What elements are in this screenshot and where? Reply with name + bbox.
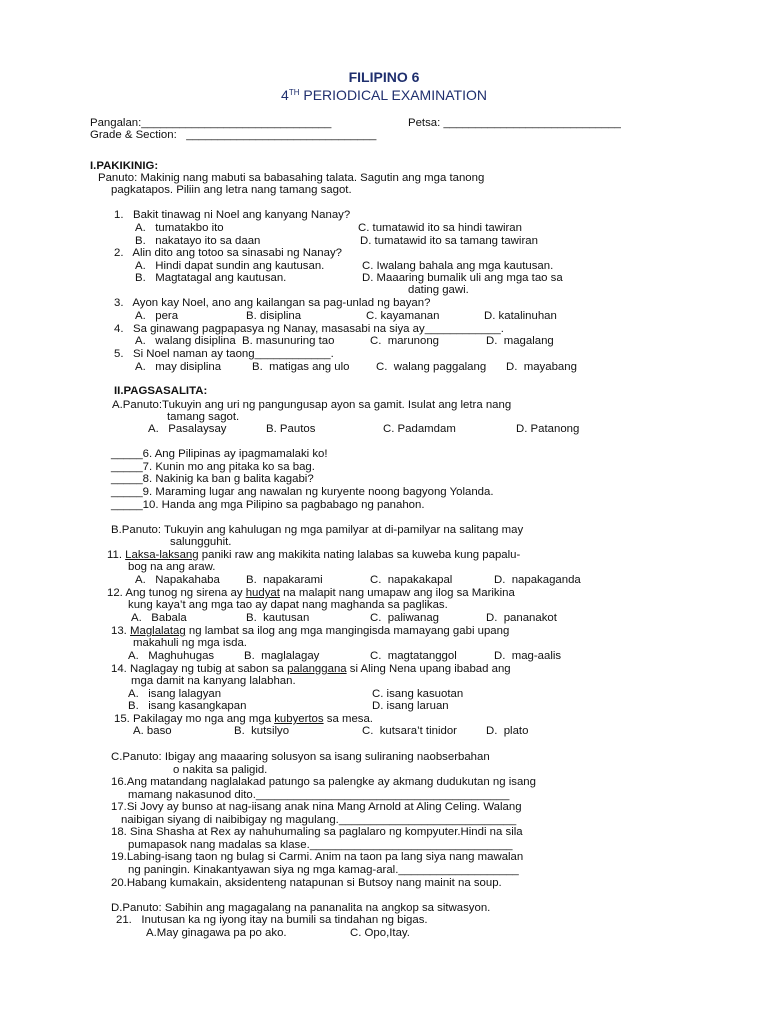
question-4-choice-c: C. marunong [370, 335, 440, 347]
question-15-choice-a: A. baso [133, 725, 172, 737]
question-11-choice-a: A. Napakahaba [135, 574, 220, 586]
question-11-choice-b: B. napakarami [246, 574, 323, 586]
question-2-choice-b: B. Magtatagal ang kautusan. [135, 272, 287, 284]
section-2-heading: II.PAGSASALITA: [114, 385, 208, 397]
question-4-choice-a-b: A. walang disiplina B. masunuring tao [135, 335, 335, 347]
question-13-choice-c: C. magtatanggol [370, 650, 457, 662]
section-1-instructions-line-2: pagkatapos. Piliin ang letra nang tamang sagot. [111, 184, 352, 196]
question-1: 1. Bakit tinawag ni Noel ang kanyang Nanay? [114, 209, 351, 221]
question-14-rest: si Aling Nena upang ibabad ang [346, 663, 511, 675]
question-15-choice-c: C. kutsara’t tinidor [362, 725, 457, 737]
question-1-choice-d: D. tumatawid ito sa tamang tawiran [360, 235, 538, 247]
question-12-underlined-word: hudyat [245, 587, 280, 599]
question-14-underlined-word: palanggana [287, 663, 347, 675]
question-5-choice-c: C. walang paggalang [376, 361, 487, 373]
part-c-instructions-line-1: C.Panuto: Ibigay ang maaaring solusyon sa isang suliraning naobserbahan [111, 751, 490, 763]
question-2-choice-c: C. Iwalang bahala ang mga kautusan. [362, 260, 554, 272]
question-14-choice-d: D. isang laruan [372, 700, 449, 712]
item-10: _____10. Handa ang mga Pilipino sa pagbabago ng panahon. [111, 499, 425, 511]
question-11-prefix: 11. [107, 549, 126, 561]
question-12-choice-d: D. pananakot [486, 612, 557, 624]
item-8: _____8. Nakinig ka ban g balita kagabi? [111, 473, 314, 485]
question-2-choice-d-continued: dating gawi. [408, 284, 469, 296]
question-15-underlined-word: kubyertos [274, 713, 324, 725]
part-b-instructions-line-1: B.Panuto: Tukuyin ang kahulugan ng mga pamilyar at di-pamilyar na salitang may [111, 524, 524, 536]
question-1-choice-b: B. nakatayo ito sa daan [135, 235, 261, 247]
question-1-choice-c: C. tumatawid ito sa hindi tawiran [358, 222, 522, 234]
part-a-choice-b: B. Pautos [266, 423, 316, 435]
question-15-choice-b: B. kutsilyo [234, 725, 290, 737]
question-19: 19.Labing-isang taon ng bulag si Carmi. Anim na taon pa lang siya nang mawalan [111, 851, 524, 863]
question-15-rest: sa mesa. [323, 713, 373, 725]
question-11-choice-c: C. napakakapal [370, 574, 453, 586]
exam-title-rest: PERIODICAL EXAMINATION [299, 87, 487, 103]
date-field-label: Petsa: ____________________________ [408, 117, 621, 129]
name-field-label: Pangalan:______________________________ [90, 117, 332, 129]
exam-ordinal-suffix: TH [288, 88, 300, 97]
part-c-instructions-line-2: o nakita sa paligid. [173, 764, 268, 776]
question-12-choice-a: A. Babala [131, 612, 187, 624]
question-14-choice-a: A. isang lalagyan [128, 688, 222, 700]
grade-section-field-label: Grade & Section: ______________________________ [90, 129, 377, 141]
question-2-choice-d: D. Maaaring bumalik uli ang mga tao sa [362, 272, 563, 284]
question-21: 21. Inutusan ka ng iyong itay na bumili sa tindahan ng bigas. [116, 914, 428, 926]
question-11-choice-d: D. napakaganda [494, 574, 581, 586]
question-14-continued: mga damit na kanyang lalabhan. [131, 675, 296, 687]
question-5-choice-b: B. matigas ang ulo [252, 361, 350, 373]
question-14-prefix: 14. Naglagay ng tubig at sabon sa [111, 663, 288, 675]
part-a-instructions-line-2: tamang sagot. [167, 411, 240, 423]
question-2-choice-a: A. Hindi dapat sundin ang kautusan. [135, 260, 325, 272]
section-1-instructions-line-1: Panuto: Makinig nang mabuti sa babasahing talata. Sagutin ang mga tanong [98, 172, 485, 184]
question-11-continued: bog na ang araw. [128, 561, 216, 573]
question-5-choice-a: A. may disiplina [135, 361, 222, 373]
question-4: 4. Sa ginawang pagpapasya ng Nanay, masasabi na siya ay____________. [114, 323, 504, 335]
question-21-choice-a: A.May ginagawa pa po ako. [146, 927, 287, 939]
question-18-continued: pumapasok nang madalas sa klase.________________________________ [128, 839, 513, 851]
part-a-choice-a: A. Pasalaysay [148, 423, 227, 435]
part-d-instructions: D.Panuto: Sabihin ang magagalang na pananalita na angkop sa sitwasyon. [111, 902, 491, 914]
section-1-heading: I.PAKIKINIG: [90, 160, 159, 172]
question-12-continued: kung kaya’t ang mga tao ay dapat nang maghanda sa paglikas. [128, 599, 448, 611]
question-14-choice-c: C. isang kasuotan [372, 688, 464, 700]
question-3-choice-d: D. katalinuhan [484, 310, 557, 322]
question-16: 16.Ang matandang naglalakad patungo sa palengke ay akmang dudukutan ng isang [111, 776, 536, 788]
question-12-choice-c: C. paliwanag [370, 612, 440, 624]
question-13-choice-b: B. maglalagay [244, 650, 320, 662]
item-9: _____9. Maraming lugar ang nawalan ng kuryente noong bagyong Yolanda. [111, 486, 494, 498]
question-12-choice-b: B. kautusan [246, 612, 310, 624]
question-2: 2. Alin dito ang totoo sa sinasabi ng Nanay? [114, 247, 342, 259]
question-19-continued: ng paningin. Kinakantyawan siya ng mga kamag-aral.___________________ [128, 864, 519, 876]
question-1-choice-a: A. tumatakbo ito [135, 222, 224, 234]
exam-subject-title: FILIPINO 6 [348, 69, 420, 85]
question-13-prefix: 13. [111, 625, 130, 637]
question-3-choice-b: B. disiplina [246, 310, 302, 322]
part-a-instructions-line-1: A.Panuto:Tukuyin ang uri ng pangungusap ayon sa gamit. Isulat ang letra nang [112, 399, 512, 411]
question-5-choice-d: D. mayabang [506, 361, 577, 373]
question-13-continued: makahuli ng mga isda. [133, 637, 247, 649]
exam-title [0, 85, 768, 103]
question-3-choice-a: A. pera [135, 310, 179, 322]
part-a-choice-c: C. Padamdam [383, 423, 456, 435]
question-15-choice-d: D. plato [486, 725, 529, 737]
question-3-choice-c: C. kayamanan [366, 310, 440, 322]
question-20: 20.Habang kumakain, aksidenteng natapunan si Butsoy nang mainit na soup. [111, 877, 502, 889]
question-18: 18. Sina Shasha at Rex ay nahuhumaling sa paglalaro ng kompyuter.Hindi na sila [111, 826, 523, 838]
item-6: _____6. Ang Pilipinas ay ipagmamalaki ko! [111, 448, 328, 460]
question-16-continued: mamang nakasunod dito.________________________________________ [128, 789, 510, 801]
question-4-choice-d: D. magalang [486, 335, 554, 347]
question-13-choice-a: A. Maghuhugas [128, 650, 215, 662]
question-12-prefix: 12. Ang tunog ng sirena ay [107, 587, 246, 599]
part-a-choice-d: D. Patanong [516, 423, 580, 435]
question-13-rest: ng lambat sa ilog ang mga mangingisda mamayang gabi upang [185, 625, 510, 637]
question-14-choice-b: B. isang kasangkapan [128, 700, 247, 712]
question-11-rest: paniki raw ang makikita nating lalabas sa kuweba kung papalu- [198, 549, 521, 561]
question-15-prefix: 15. Pakilagay mo nga ang mga [114, 713, 275, 725]
part-b-instructions-line-2: salungguhit. [170, 536, 232, 548]
question-12-rest: na malapit nang umapaw ang ilog sa Marikina [279, 587, 515, 599]
question-11-underlined-word: Laksa-laksang [125, 549, 199, 561]
question-13-choice-d: D. mag-aalis [494, 650, 562, 662]
question-17-continued: naibigan siyang di naibibigay ng magulang.____________________________ [121, 814, 517, 826]
question-17: 17.Si Jovy ay bunso at nag-iisang anak nina Mang Arnold at Aling Celing. Walang [111, 801, 522, 813]
item-7: _____7. Kunin mo ang pitaka ko sa bag. [111, 461, 315, 473]
question-13-underlined-word: Maglalatag [130, 625, 186, 637]
question-5: 5. Si Noel naman ay taong____________. [114, 348, 334, 360]
exam-number: 4 [281, 87, 289, 103]
question-3: 3. Ayon kay Noel, ano ang kailangan sa pag-unlad ng bayan? [114, 297, 431, 309]
question-21-choice-c: C. Opo,Itay. [350, 927, 410, 939]
